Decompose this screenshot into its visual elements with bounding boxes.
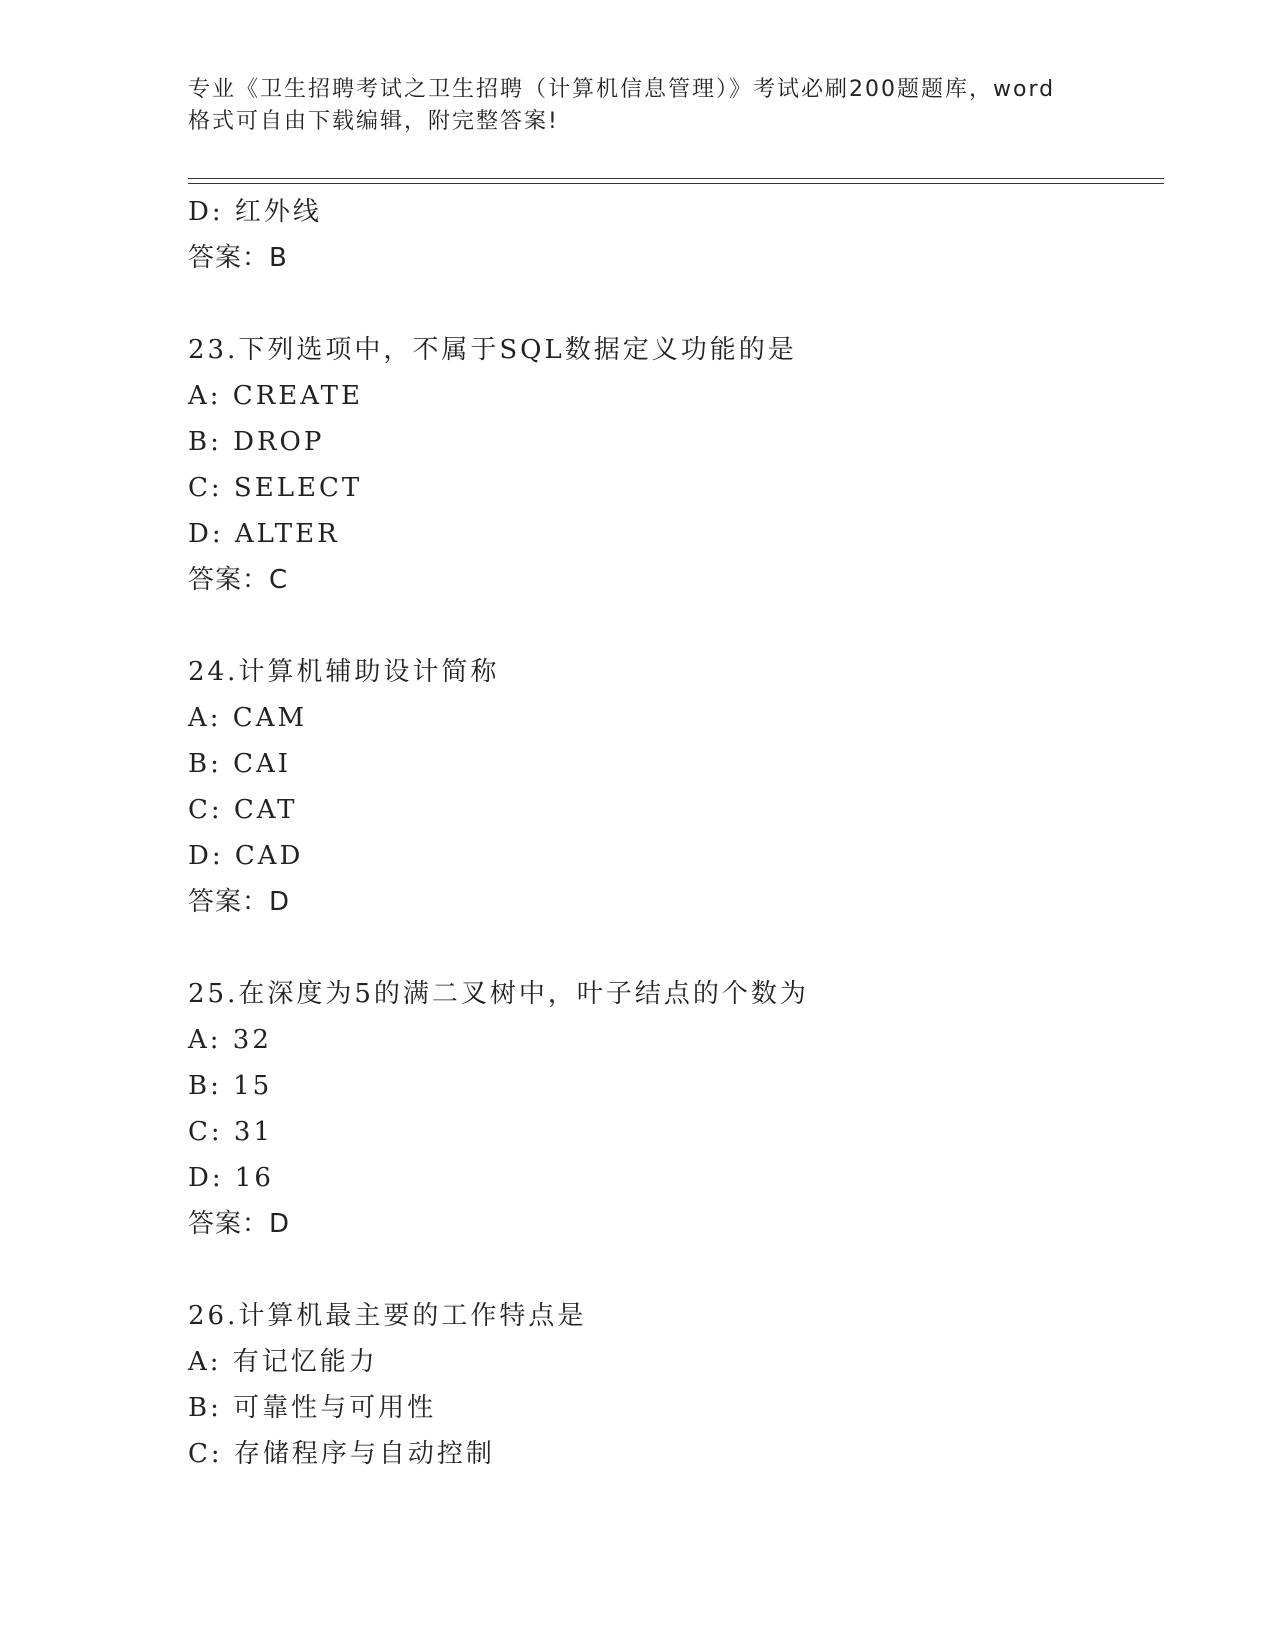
- question-list: [188, 189, 1164, 1477]
- question-text: 25.在深度为5的满二叉树中，叶子结点的个数为: [188, 979, 809, 1009]
- option-b: B: 可靠性与可用性: [188, 1393, 437, 1423]
- option-a: A: 32: [188, 1025, 272, 1055]
- question-block-25: [188, 971, 1164, 1247]
- document-header: [188, 74, 1108, 138]
- option-a: A: CREATE: [188, 381, 363, 411]
- spacer: [188, 925, 1164, 971]
- question-text: 24.计算机辅助设计简称: [188, 657, 500, 687]
- header-divider-top: [188, 178, 1164, 179]
- header-divider-bottom: [188, 183, 1164, 184]
- option-b: B: CAI: [188, 749, 292, 779]
- header-line-1: 专业《卫生招聘考试之卫生招聘（计算机信息管理）》考试必刷200题题库，word: [188, 77, 1056, 102]
- spacer: [188, 603, 1164, 649]
- option-c: C: CAT: [188, 795, 298, 825]
- answer-line: 答案：C: [188, 565, 289, 595]
- option-d: D: CAD: [188, 841, 304, 871]
- option-d: D: ALTER: [188, 519, 340, 549]
- option-b: B: DROP: [188, 427, 325, 457]
- header-line-2: 格式可自由下载编辑，附完整答案!: [188, 109, 559, 134]
- option-d: D: 16: [188, 1163, 274, 1193]
- question-text: 26.计算机最主要的工作特点是: [188, 1301, 587, 1331]
- option-c: C: SELECT: [188, 473, 363, 503]
- answer-line: 答案：D: [188, 887, 291, 917]
- question-block-24: [188, 649, 1164, 925]
- option-b: B: 15: [188, 1071, 273, 1101]
- option-a: A: 有记忆能力: [188, 1347, 378, 1377]
- option-c: C: 存储程序与自动控制: [188, 1439, 495, 1469]
- spacer: [188, 1247, 1164, 1293]
- option-a: A: CAM: [188, 703, 308, 733]
- option-c: C: 31: [188, 1117, 274, 1147]
- question-block-26: [188, 1293, 1164, 1477]
- answer-line: 答案：D: [188, 1209, 291, 1239]
- question-block-23: [188, 327, 1164, 603]
- question-text: 23.下列选项中，不属于SQL数据定义功能的是: [188, 335, 797, 365]
- spacer: [188, 281, 1164, 327]
- option-d: D: 红外线: [188, 197, 322, 227]
- answer-line: 答案：B: [188, 243, 288, 273]
